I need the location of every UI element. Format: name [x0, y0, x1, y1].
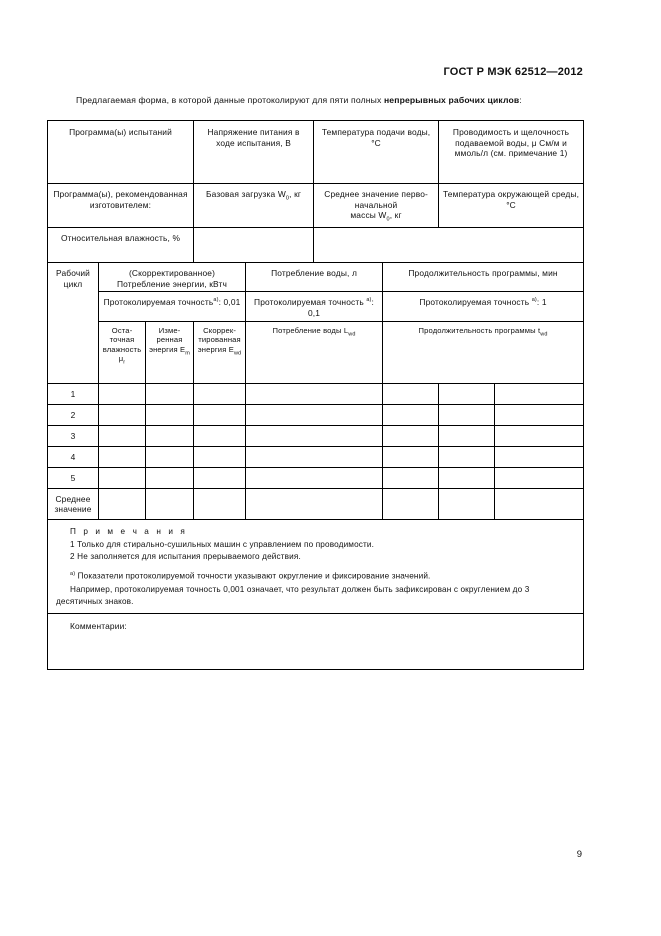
intro-text: Предлагаемая форма, в которой данные протоколируют для пяти полных непрерывных рабочих циклов:	[76, 95, 522, 105]
comments-field[interactable]	[48, 613, 584, 669]
cell-energy-consumption: (Скорректированное) Потребление энергии, кВтч	[99, 263, 246, 292]
cell-residual-moisture: Остаточная влажность $\mu_r$	[99, 322, 146, 384]
cell-relative-humidity: Относительная влажность, %	[48, 228, 194, 263]
cell-water-conductivity: Проводимость и щелочность подаваемой воды, μ См/м и ммоль/л (см. примечание 1)	[439, 121, 584, 184]
cell-water-consumption: Потребление воды, л	[246, 263, 383, 292]
cell-water-consumption-lwd: Потребление воды $L_{wd}$	[246, 322, 383, 384]
cell-water-temperature: Температура подачи воды, °С	[314, 121, 439, 184]
cell-working-cycle: Рабочий цикл	[48, 263, 99, 384]
cycle-number: 3	[48, 426, 99, 447]
cell-ambient-temperature: Температура окружающей среды, °С	[439, 184, 584, 228]
table-row	[48, 447, 584, 468]
cell-average-initial-mass: Среднее значение первоначальной массы $W_0$, кг	[314, 184, 439, 228]
notes-cell	[48, 520, 584, 614]
note-1: 1 Только для стирально-сушильных машин с управлением по проводимости.	[70, 539, 375, 549]
table-row	[48, 384, 584, 405]
table-row	[48, 426, 584, 447]
page-number: 9	[576, 849, 582, 860]
document-header: ГОСТ Р МЭК 62512—2012	[443, 66, 583, 78]
cycle-number: 1	[48, 384, 99, 405]
table-row	[48, 468, 584, 489]
table-row	[48, 405, 584, 426]
average-row	[48, 489, 584, 520]
cell-test-programs: Программа(ы) испытаний	[48, 121, 194, 184]
cell-measured-energy: Измеренная энергия $E_m$	[146, 322, 194, 384]
cell-recommended-program: Программа(ы), рекомендованная изготовителем:	[48, 184, 194, 228]
footnote-a: $^{а)}$ Показатели протоколируемой точности указывают округление и фиксирование значений.	[70, 571, 431, 581]
cycle-number: 2	[48, 405, 99, 426]
cell-base-load: Базовая загрузка $W_0$, кг	[194, 184, 314, 228]
cell-humidity-value	[194, 228, 314, 263]
note-2: 2 Не заполняется для испытания прерываемого действия.	[70, 552, 301, 562]
average-label: Среднее значение	[48, 489, 99, 520]
footnote-example: Например, протоколируемая точность 0,001 означает, что результат должен быть зафиксирован с округлением до 3 десятичных знаков.	[56, 584, 530, 607]
cell-water-accuracy: Протоколируемая точность $^{а)}$: 0,1	[246, 292, 383, 322]
cell-energy-accuracy: Протоколируемая точность$^{а)}$: 0,01	[99, 292, 246, 322]
cell-duration-accuracy: Протоколируемая точность $^{а)}$: 1	[383, 292, 584, 322]
cycle-number: 4	[48, 447, 99, 468]
cell-program-duration: Продолжительность программы, мин	[383, 263, 584, 292]
cell-corrected-energy: Скорректированная энергия $E_{wd}$	[194, 322, 246, 384]
cell-program-duration-twd: Продолжительность программы $t_{wd}$	[383, 322, 584, 384]
cycle-number: 5	[48, 468, 99, 489]
comments-label: Комментарии:	[70, 620, 127, 631]
protocol-form-table	[47, 120, 584, 670]
notes-title: П р и м е ч а н и я	[70, 527, 188, 536]
cell-supply-voltage: Напряжение питания в ходе испытания, В	[194, 121, 314, 184]
cell-humidity-blank	[314, 228, 584, 263]
